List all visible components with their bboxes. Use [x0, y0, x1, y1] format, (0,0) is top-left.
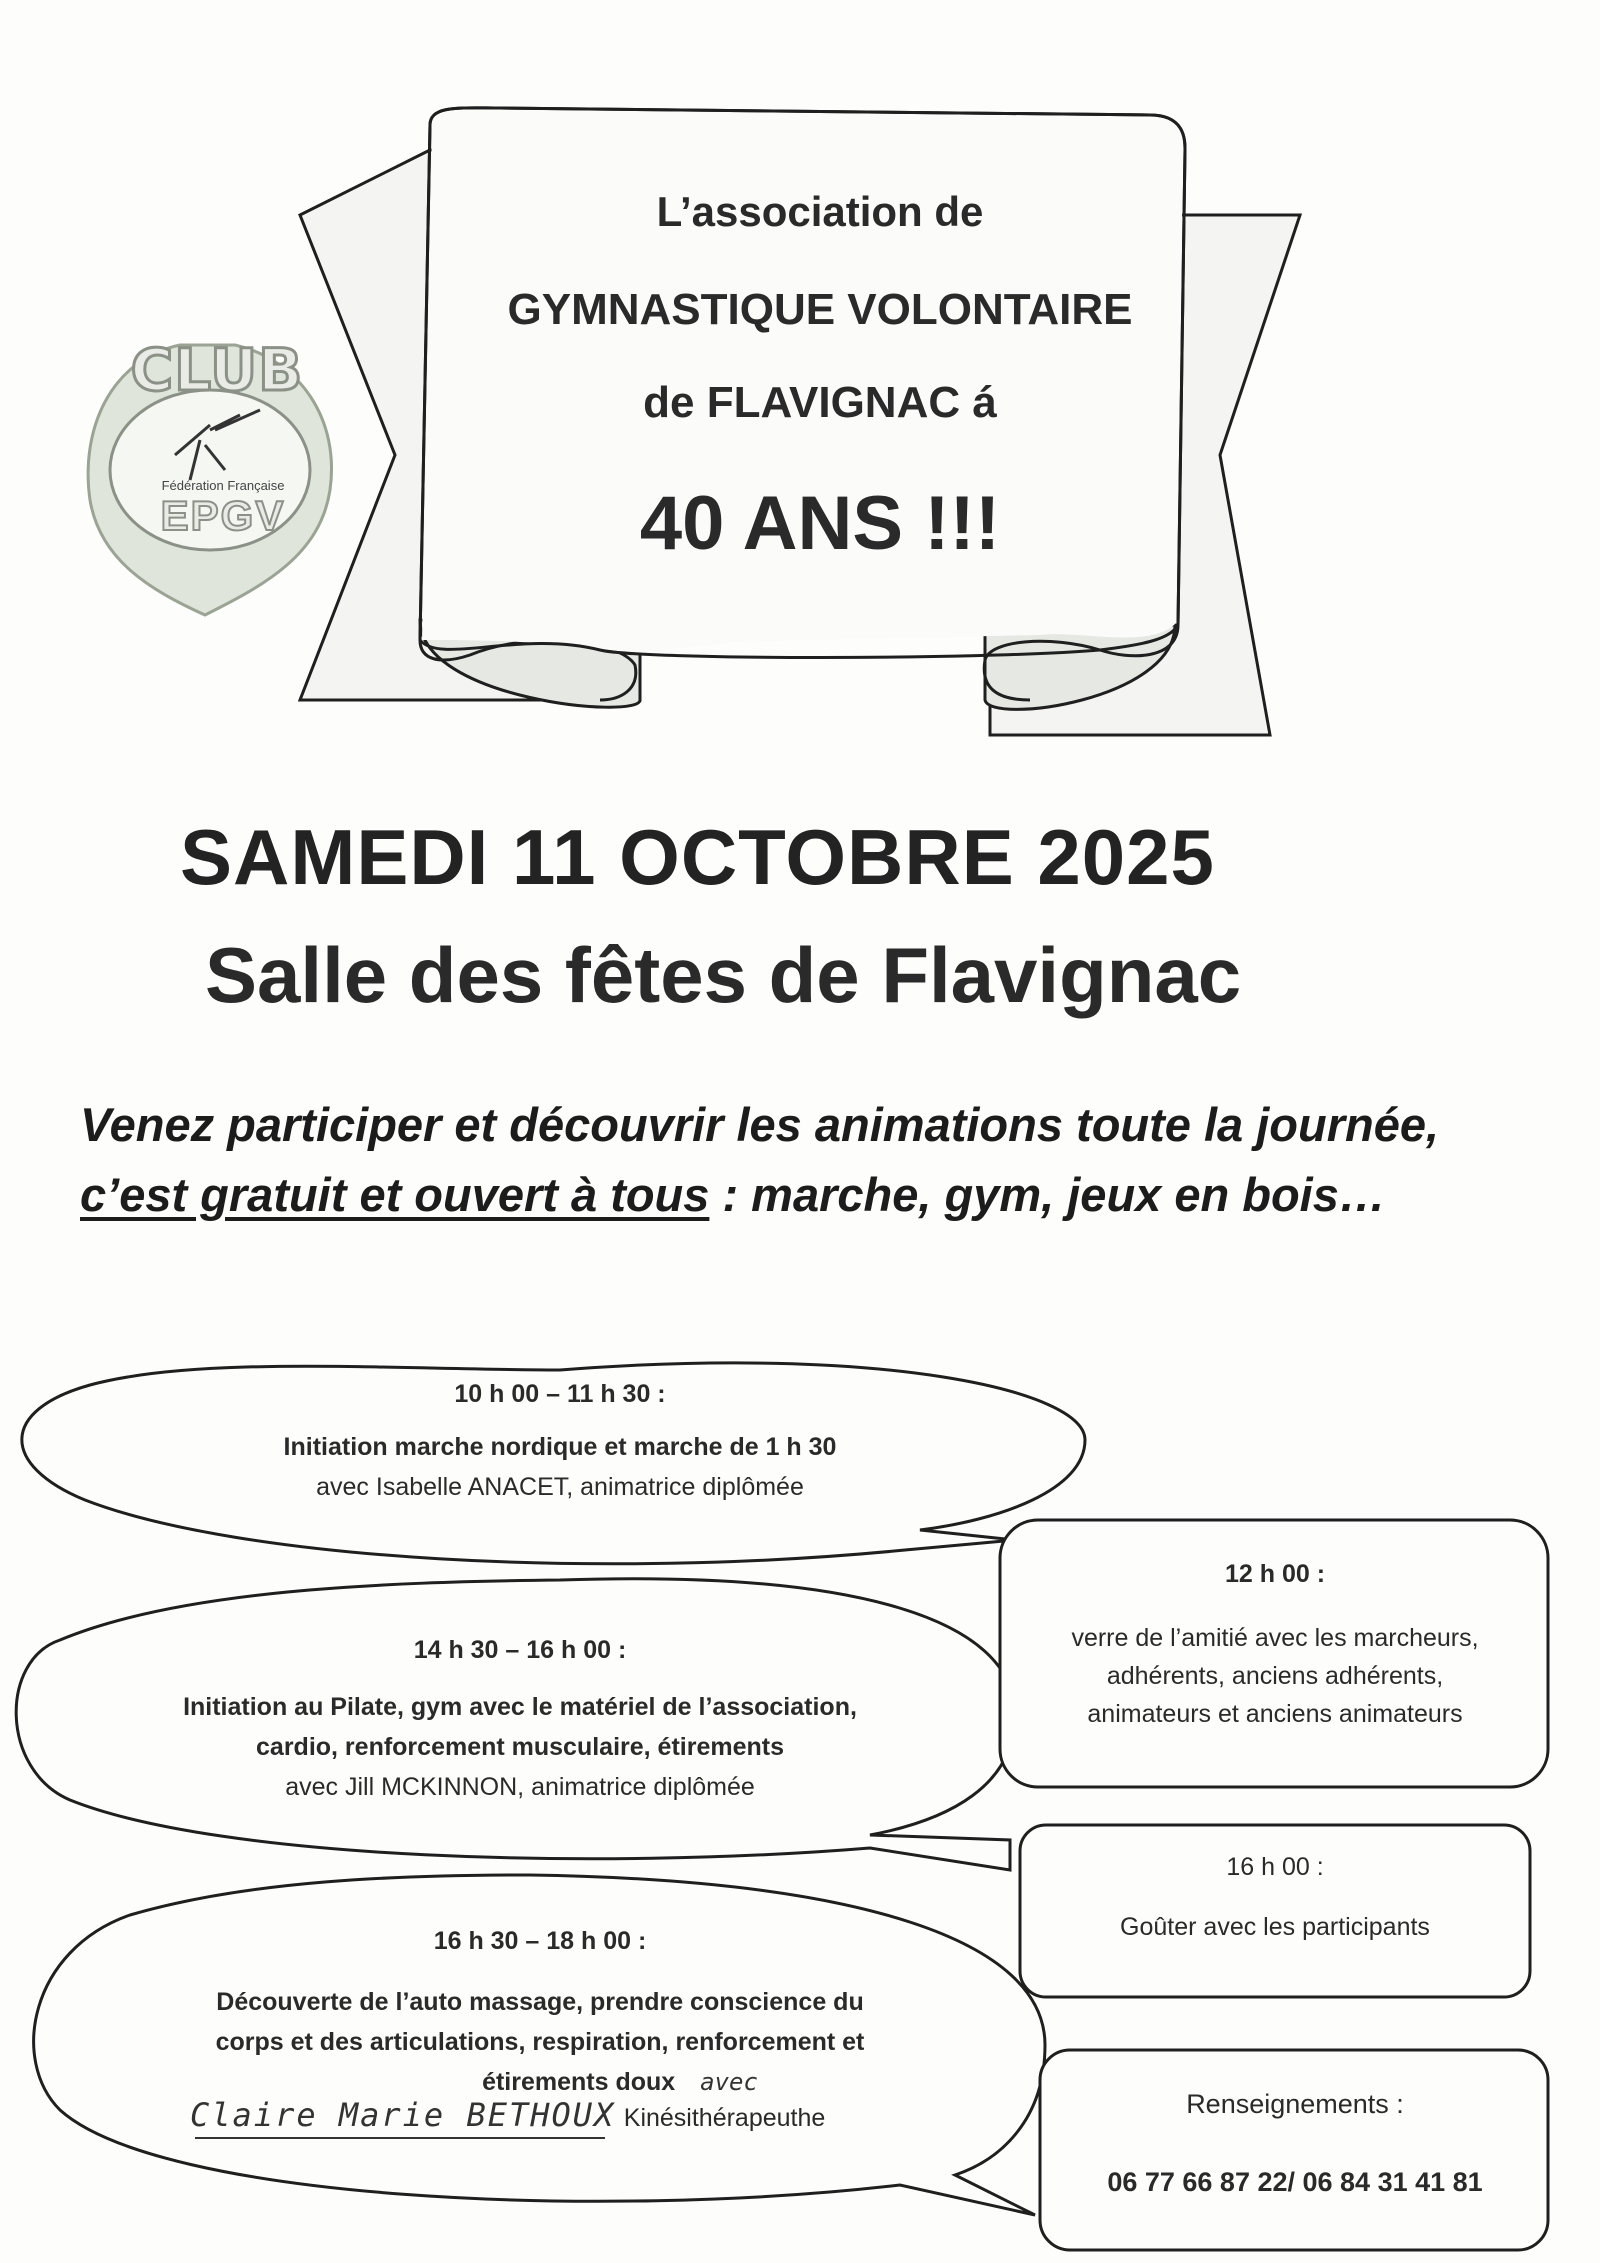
snack-line-1: Goûter avec les participants	[1120, 1913, 1430, 1941]
event-date: SAMEDI 11 OCTOBRE 2025	[180, 813, 1215, 901]
noon-time: 12 h 00 :	[1224, 1560, 1326, 1588]
logo-epgv-text: EPGV	[160, 492, 286, 539]
info-block	[1050, 2085, 1540, 2201]
morning-line-1: Initiation marche nordique et marche de 1 h 30	[283, 1433, 837, 1461]
event-venue: Salle des fêtes de Flavignac	[205, 931, 1242, 1019]
morning-time: 10 h 00 – 11 h 30 :	[454, 1380, 666, 1408]
noon-line-1: verre de l’amitié avec les marcheurs,	[1071, 1624, 1479, 1652]
evening-instructor-row	[190, 2096, 890, 2134]
snack-time: 16 h 00 :	[1226, 1853, 1324, 1881]
banner-line-1: L’association de	[656, 188, 984, 235]
logo-club-text: CLUB	[130, 336, 304, 404]
info-phones: 06 77 66 87 22/ 06 84 31 41 81	[1107, 2167, 1483, 2197]
logo-federation-text: Fédération Française	[161, 478, 285, 493]
intro-part1: Venez participer et découvrir les animations toute la journée,	[80, 1098, 1440, 1151]
banner-line-2: GYMNASTIQUE VOLONTAIRE	[507, 285, 1133, 334]
evening-handwritten-name: Claire Marie BETHOUX	[190, 2096, 616, 2134]
evening-handwritten-avec: avec	[700, 2068, 758, 2096]
afternoon-line-3: avec Jill MCKINNON, animatrice diplômée	[285, 1773, 755, 1801]
afternoon-block	[110, 1636, 930, 1807]
morning-line-2: avec Isabelle ANACET, animatrice diplômée	[316, 1473, 804, 1501]
evening-line-2: corps et des articulations, respiration, renforcement et	[215, 2028, 865, 2056]
noon-line-3: animateurs et anciens animateurs	[1087, 1700, 1463, 1728]
afternoon-line-2: cardio, renforcement musculaire, étirements	[256, 1733, 784, 1761]
afternoon-time: 14 h 30 – 16 h 00 :	[413, 1636, 627, 1664]
banner-line-4: 40 ANS !!!	[639, 481, 1001, 566]
banner-line-3: de FLAVIGNAC á	[643, 378, 997, 427]
snack-block	[1030, 1848, 1520, 1946]
intro-underlined: c’est gratuit et ouvert à tous	[80, 1168, 710, 1221]
evening-time: 16 h 30 – 18 h 00 :	[433, 1927, 647, 1955]
intro-part2: : marche, gym, jeux en bois…	[709, 1168, 1386, 1221]
info-label: Renseignements :	[1186, 2089, 1404, 2119]
evening-block	[150, 1927, 930, 2102]
noon-line-2: adhérents, anciens adhérents,	[1106, 1662, 1444, 1690]
afternoon-line-1: Initiation au Pilate, gym avec le matériel de l’association,	[183, 1693, 857, 1721]
intro-paragraph	[80, 1090, 1520, 1230]
noon-block	[1010, 1555, 1540, 1733]
club-logo	[88, 330, 338, 620]
evening-role: Kinésithérapeuthe	[623, 2104, 826, 2132]
evening-line-1: Découverte de l’auto massage, prendre conscience du	[216, 1988, 864, 2016]
morning-block	[160, 1380, 960, 1507]
evening-line-3: étirements doux	[482, 2068, 676, 2096]
